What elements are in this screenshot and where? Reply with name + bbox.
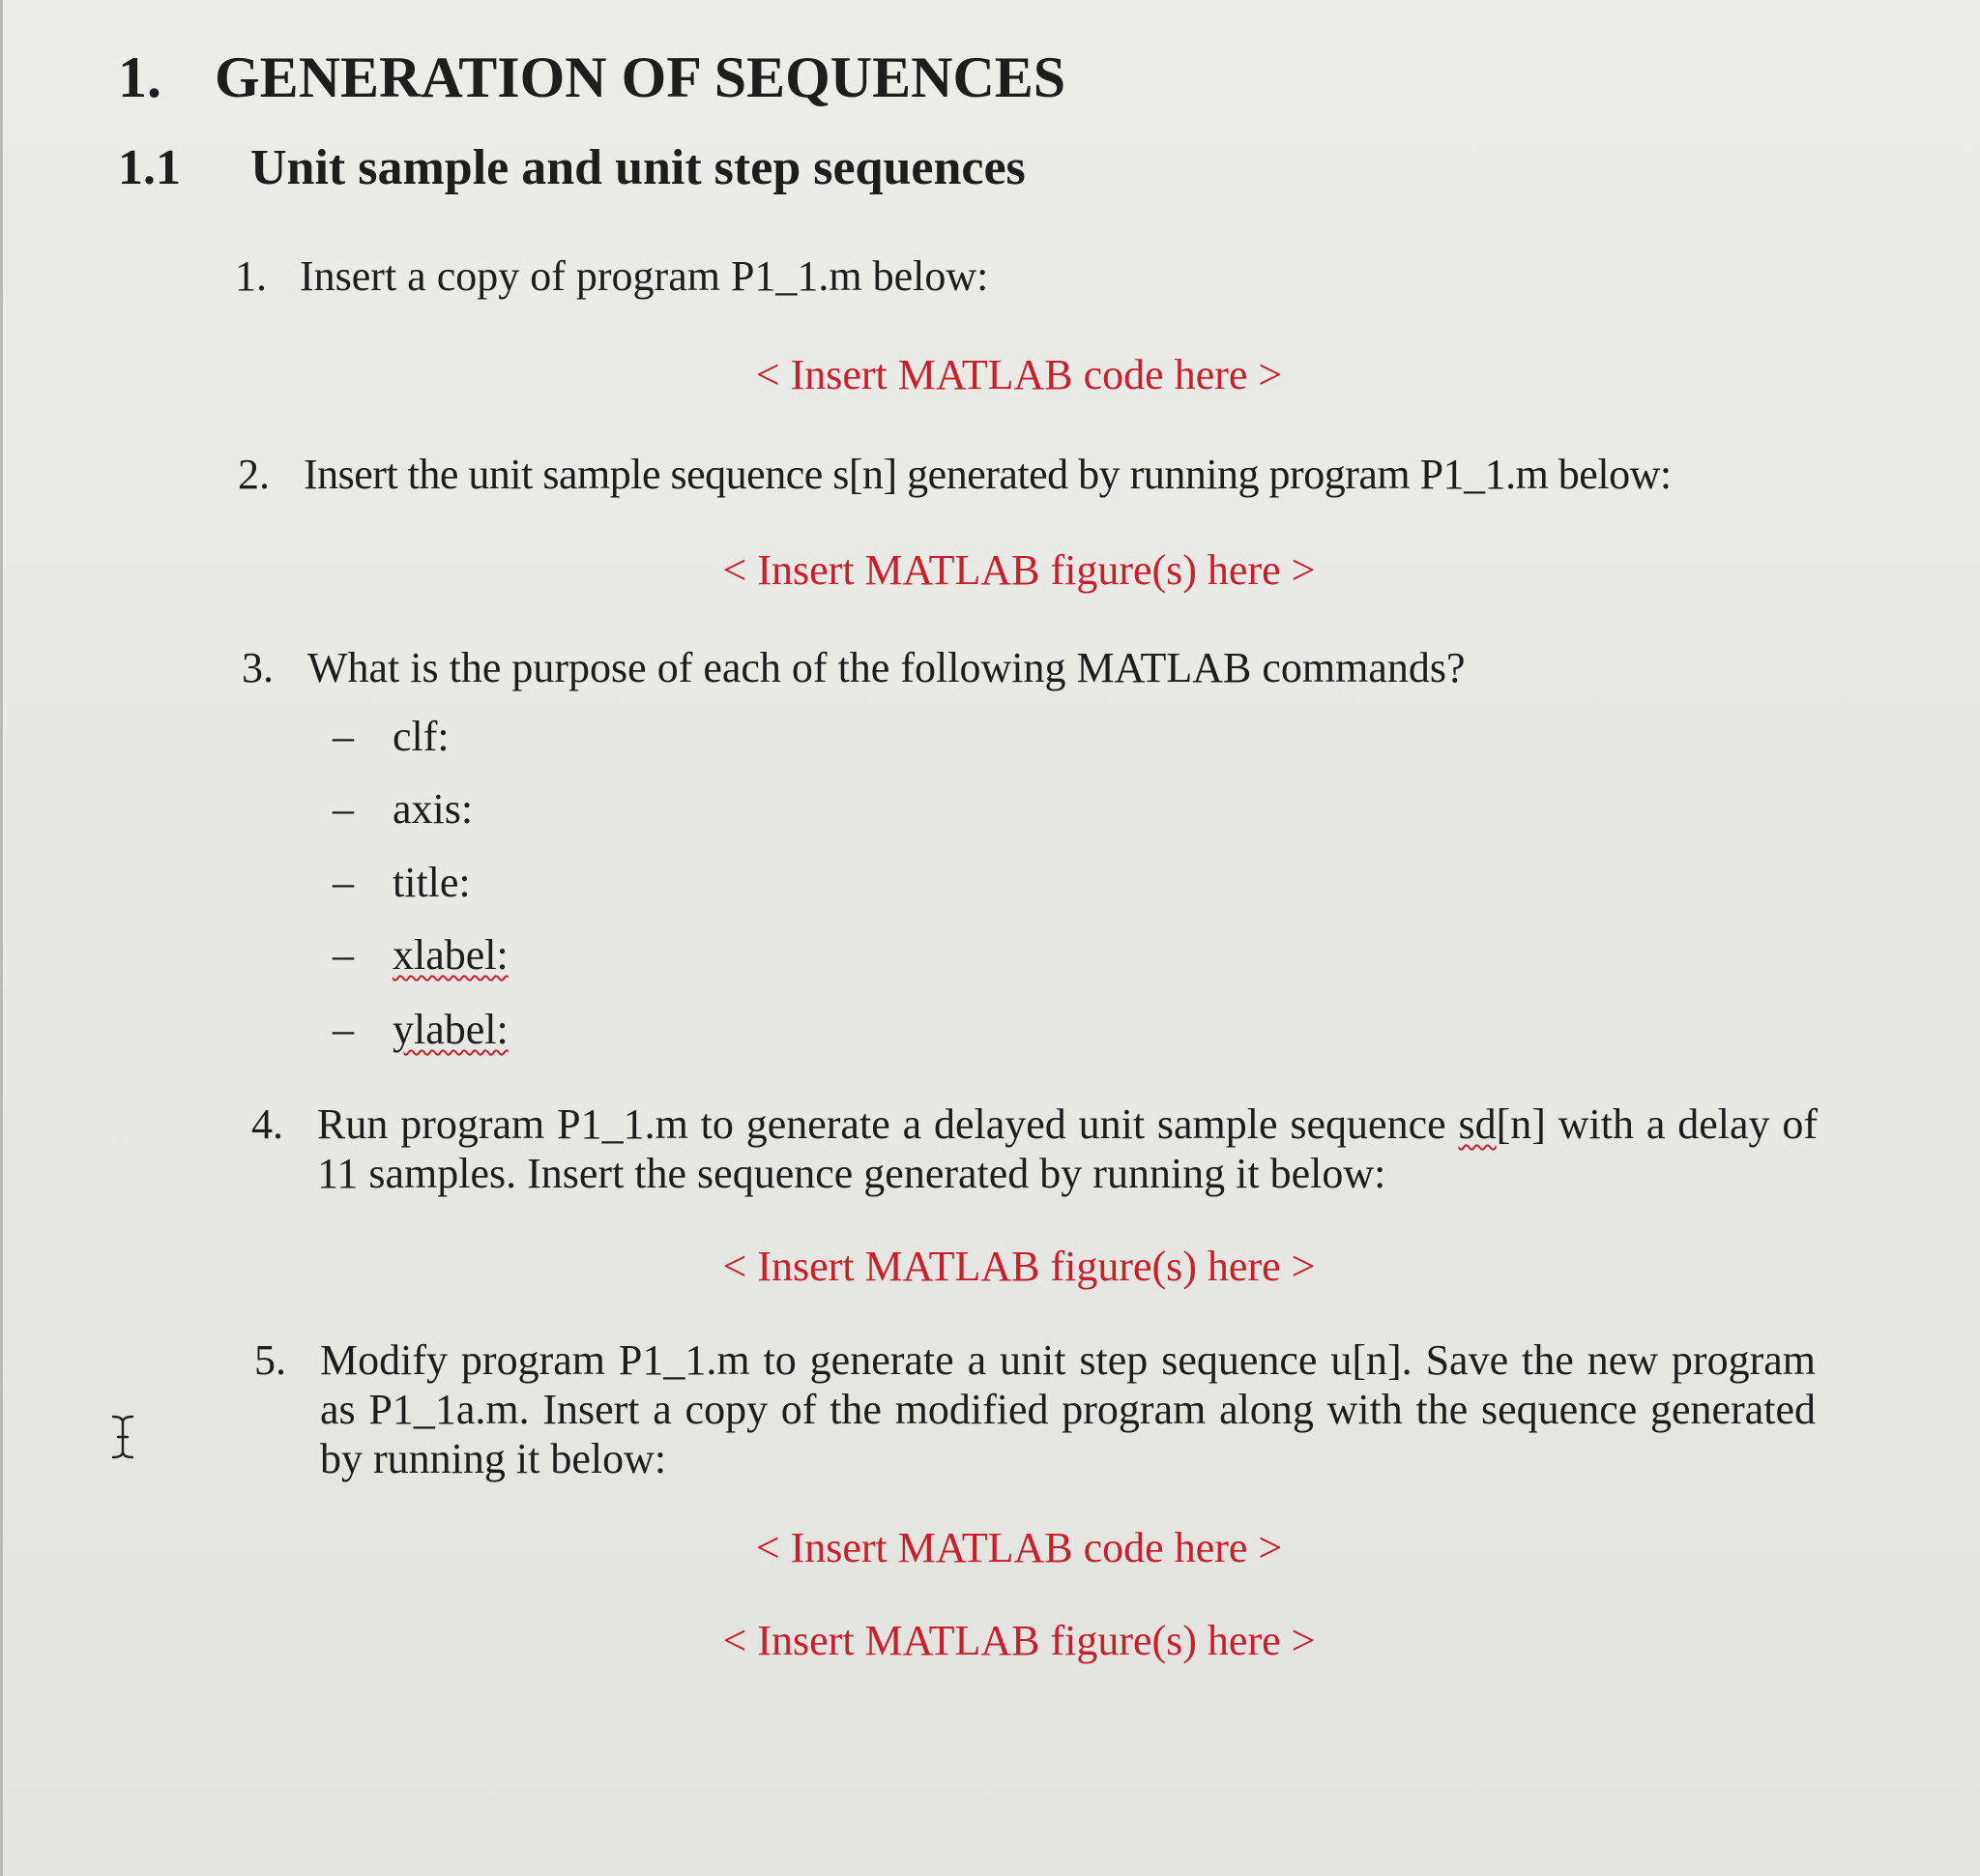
dash-bullet: – — [333, 1006, 354, 1053]
subsection-number: 1.1 — [118, 140, 181, 195]
command-label: axis: — [393, 785, 474, 833]
list-item-2 — [238, 450, 1862, 500]
list-item-5 — [254, 1335, 1820, 1490]
list-item-number: 2. — [238, 451, 270, 498]
list-item-number: 5. — [254, 1336, 286, 1384]
list-item-text: What is the purpose of each of the following MATLAB commands? — [307, 644, 1466, 691]
code-placeholder[interactable]: < Insert MATLAB code here > — [755, 1524, 1283, 1571]
section-title: GENERATION OF SEQUENCES — [215, 45, 1066, 109]
list-item-number: 3. — [242, 644, 274, 691]
list-item-text: Modify program P1_1.m to generate a unit step sequence u[n]. Save the new program as P1_1a.m. Insert a copy of the modified program along with the sequence generated by running it below: — [320, 1336, 1816, 1482]
figure-placeholder[interactable]: < Insert MATLAB figure(s) here > — [722, 546, 1316, 594]
list-item-text: Insert the unit sample sequence s[n] generated by running program P1_1.m below: — [304, 451, 1672, 498]
dash-bullet: – — [333, 785, 354, 833]
page-edge — [0, 0, 3, 1876]
figure-placeholder[interactable]: < Insert MATLAB figure(s) here > — [722, 1617, 1316, 1664]
list-item-number: 1. — [235, 252, 267, 300]
text-cursor-icon — [109, 1414, 136, 1460]
command-label: title: — [393, 859, 471, 906]
list-item-3 — [242, 643, 1837, 693]
list-item-text: Insert a copy of program P1_1.m below: — [300, 252, 989, 300]
spellcheck-word: sd — [1458, 1100, 1497, 1148]
list-item-text: Run program P1_1.m to generate a delayed unit sample sequence sd[n] with a delay of 11 samples. Insert the sequence generated by running it below: — [317, 1100, 1819, 1197]
dash-bullet: – — [333, 931, 354, 979]
dash-bullet: – — [333, 713, 354, 760]
figure-placeholder[interactable]: < Insert MATLAB figure(s) here > — [722, 1243, 1316, 1290]
command-label: ylabel: — [393, 1006, 509, 1053]
list-item-1 — [235, 251, 1830, 302]
section-heading — [118, 43, 1065, 112]
code-placeholder[interactable]: < Insert MATLAB code here > — [755, 351, 1283, 398]
section-number: 1. — [118, 45, 161, 109]
list-item-4 — [251, 1099, 1818, 1206]
dash-bullet: – — [333, 859, 354, 906]
list-item-number: 4. — [251, 1100, 283, 1148]
command-label: xlabel: — [393, 931, 509, 979]
subsection-heading — [118, 137, 1026, 199]
subsection-title: Unit sample and unit step sequences — [250, 140, 1026, 195]
command-label: clf: — [393, 713, 450, 760]
